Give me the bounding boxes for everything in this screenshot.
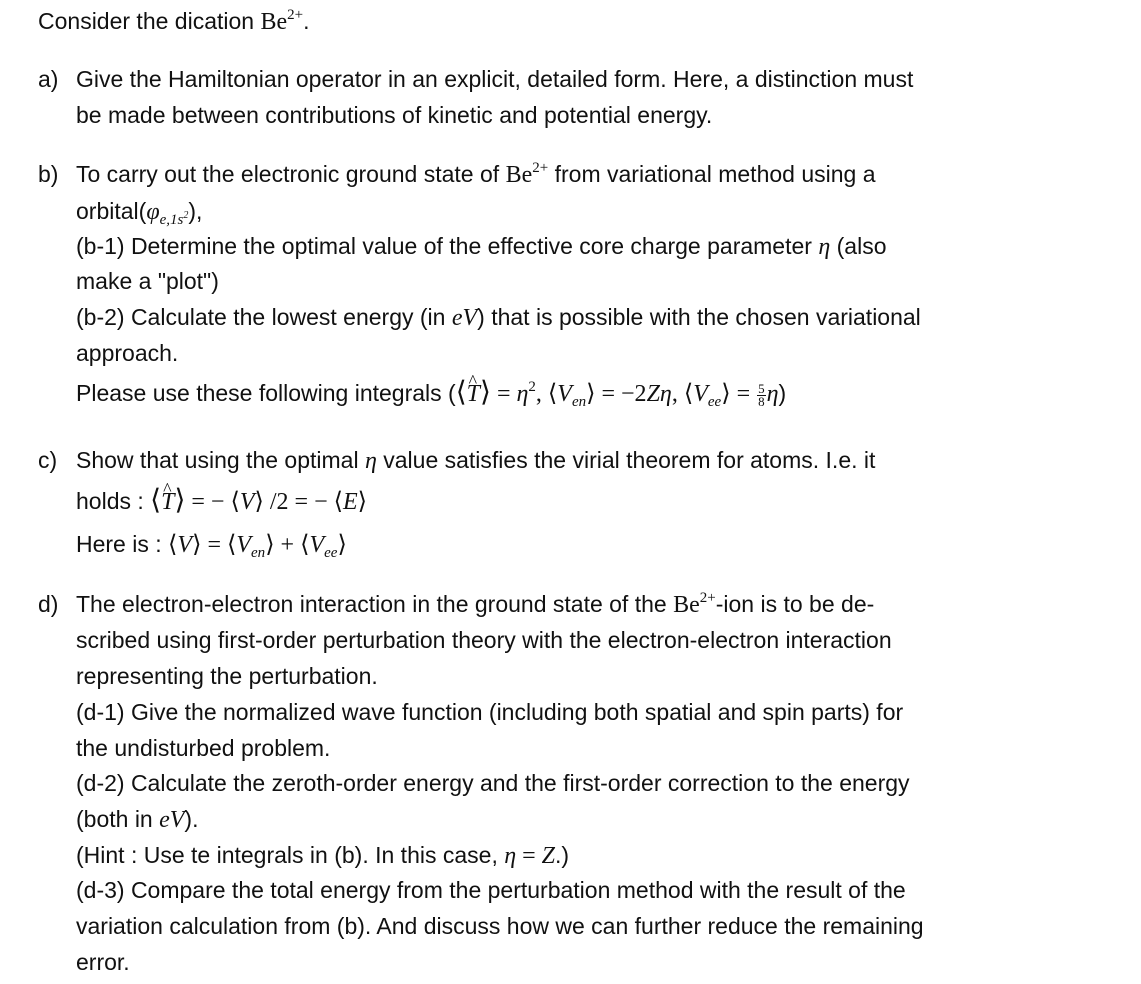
part-d-line-1 <box>76 589 874 620</box>
part-d2-line-2 <box>76 804 198 835</box>
ev-unit: eV <box>451 305 478 331</box>
part-b-label: b) <box>38 161 59 187</box>
charge-superscript: 2+ <box>287 7 304 23</box>
hint-line <box>76 840 569 871</box>
part-b1-line-2: make a "plot") <box>76 268 219 294</box>
here-is-text: Here is : <box>76 531 169 557</box>
d2-text-end: ). <box>184 806 199 832</box>
b1-text: (b-1) Determine the optimal value of the effective core charge parameter <box>76 233 819 259</box>
part-c-line-3 <box>76 529 347 560</box>
eta-symbol: η <box>364 448 377 474</box>
integrals-formula: ⟨^ T⟩ = $\eta^2$, $⟨V_{en}⟩ = -2Z\eta$, $⟨V_{ee}⟩$ = $\frac{5}{8}$ η <box>456 381 779 407</box>
ev-unit: eV <box>159 807 185 833</box>
part-b2-line-1 <box>76 302 921 333</box>
intro-period: . <box>303 8 310 34</box>
part-d3-line-3: error. <box>76 949 130 975</box>
part-c-line-2 <box>76 486 367 517</box>
b2-text: (b-2) Calculate the lowest energy (in <box>76 304 452 330</box>
holds-text: holds : <box>76 488 151 514</box>
charge-superscript: 2+ <box>699 590 716 606</box>
c-text-end: value satisfies the virial theorem for atoms. I.e. it <box>376 447 876 473</box>
d2-text: (both in <box>76 806 160 832</box>
potential-sum-formula: ⟨V⟩ = $⟨V_{en}⟩$ + $⟨V_{ee}⟩$ <box>168 532 347 561</box>
orbital-phi-symbol: $\varphi_{e,1s^2}$ <box>146 199 189 228</box>
integrals-suffix: ) <box>778 380 787 406</box>
hint-text-end: .) <box>555 842 570 868</box>
part-d2-line-1: (d-2) Calculate the zeroth-order energy and the first-order correction to the energy <box>76 770 910 796</box>
virial-formula: ⟨^ T⟩ = − ⟨V⟩ /2 = − ⟨E⟩ <box>150 489 367 515</box>
charge-superscript: 2+ <box>532 160 549 176</box>
d-text: The electron-electron interaction in the ground state of the <box>76 591 674 617</box>
c-text: Show that using the optimal <box>76 447 365 473</box>
part-a-line-2: be made between contributions of kinetic and potential energy. <box>76 102 713 128</box>
part-b-line-1 <box>76 159 876 190</box>
part-c-line-1 <box>76 445 875 476</box>
part-a-line-1: Give the Hamiltonian operator in an explicit, detailed form. Here, a distinction must <box>76 66 914 92</box>
part-b-text-1a: To carry out the electronic ground state of <box>76 161 506 187</box>
part-d3-line-1: (d-3) Compare the total energy from the perturbation method with the result of the <box>76 877 906 903</box>
intro-line <box>38 6 310 37</box>
part-b1-line-1 <box>76 231 887 262</box>
b2-text-end: ) that is possible with the chosen variational <box>477 304 921 330</box>
part-d1-line-2: the undisturbed problem. <box>76 735 331 761</box>
integrals-line <box>76 378 786 409</box>
beryllium-symbol: Be <box>673 592 700 618</box>
part-a-label: a) <box>38 66 59 92</box>
part-d3-line-2: variation calculation from (b). And discuss how we can further reduce the remaining <box>76 913 924 939</box>
beryllium-symbol: Be <box>260 9 288 35</box>
orbital-text: orbital( <box>76 198 147 224</box>
eta-equals-z-formula: η = Z <box>504 843 556 869</box>
part-b-line-2 <box>76 196 202 227</box>
b1-text-end: (also <box>830 233 887 259</box>
intro-text: Consider the dication <box>38 8 261 34</box>
part-b-text-1b: from variational method using a <box>548 161 876 187</box>
d-text-end: -ion is to be de- <box>715 591 875 617</box>
part-d-line-2: scribed using first-order perturbation theory with the electron-electron interaction <box>76 627 892 653</box>
hint-text: (Hint : Use te integrals in (b). In this case, <box>76 842 505 868</box>
eta-symbol: η <box>818 234 831 260</box>
integrals-prefix: Please use these following integrals ( <box>76 380 456 406</box>
part-d-label: d) <box>38 591 59 617</box>
part-c-label: c) <box>38 447 58 473</box>
part-b2-line-2: approach. <box>76 340 179 366</box>
beryllium-symbol: Be <box>505 162 533 188</box>
part-d-line-3: representing the perturbation. <box>76 663 378 689</box>
orbital-text-end: ), <box>188 198 203 224</box>
part-d1-line-1: (d-1) Give the normalized wave function (including both spatial and spin parts) for <box>76 699 904 725</box>
